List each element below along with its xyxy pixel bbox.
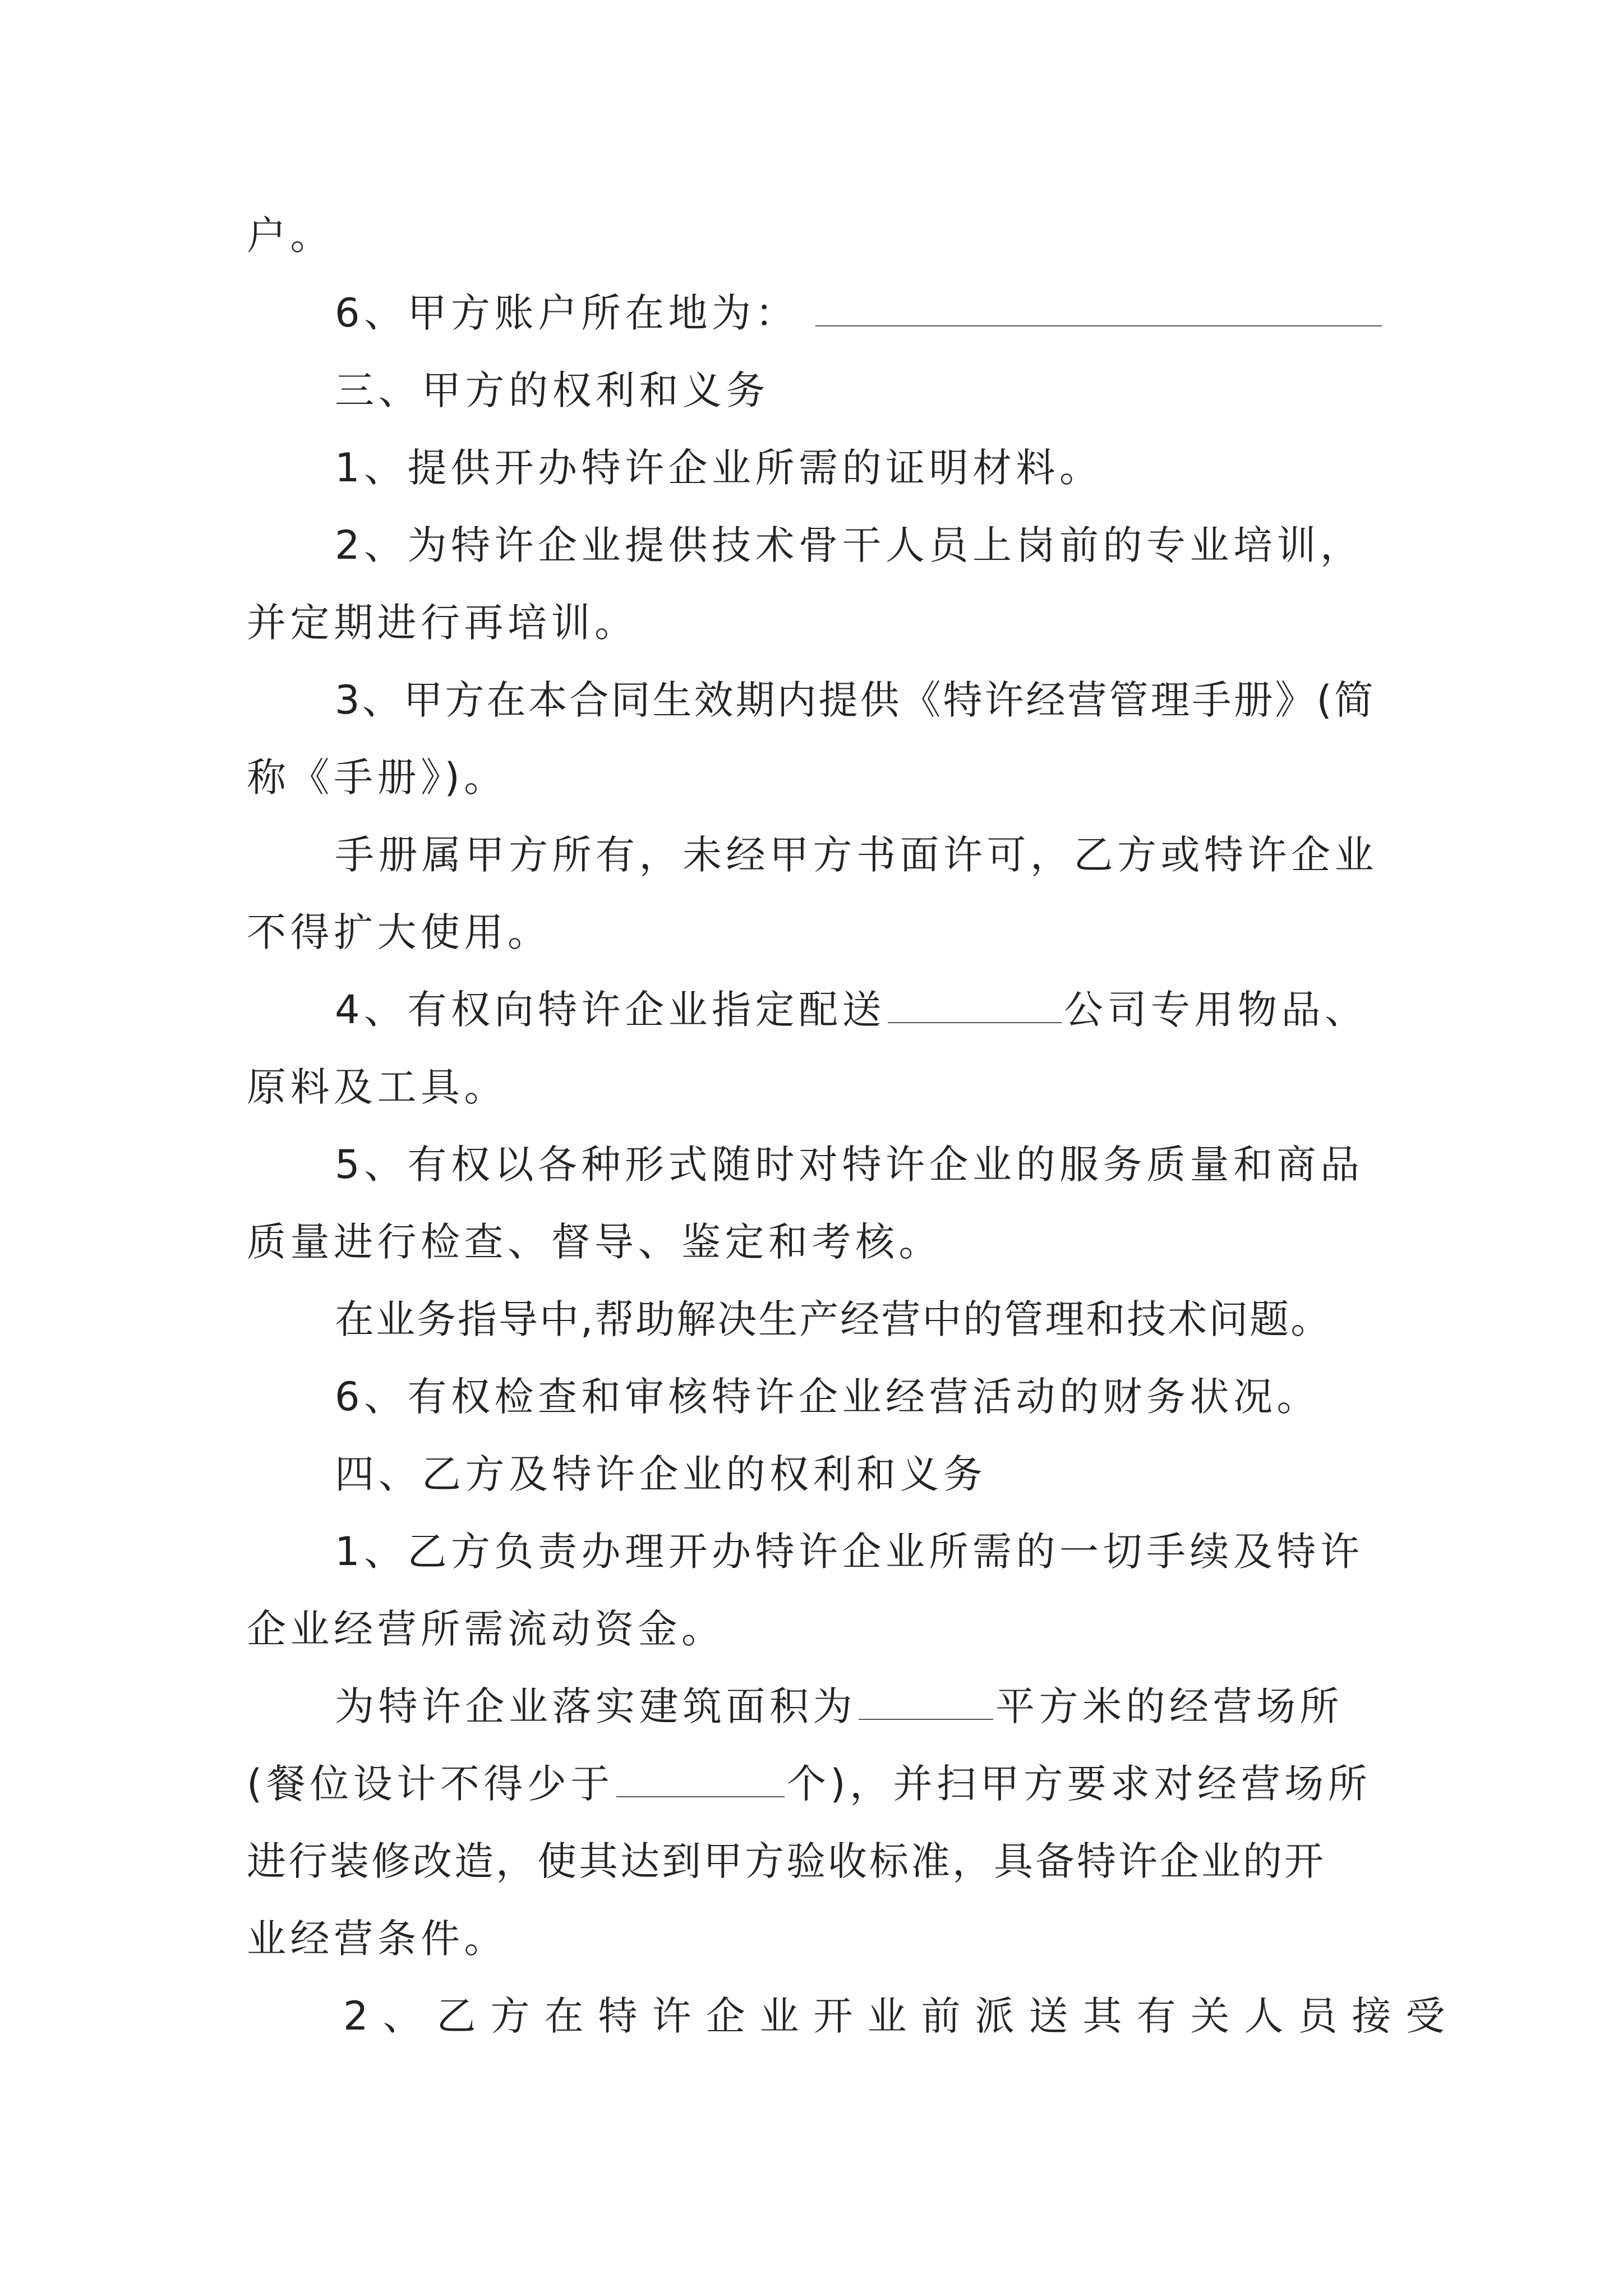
section-heading (335, 1447, 1400, 1501)
text-line (335, 828, 1400, 882)
text-line-content: (餐位设计不得少于 (247, 1761, 614, 1807)
text-line (335, 518, 1400, 572)
text-line-content: 在业务指导中,帮助解决生产经营中的管理和技术问题。 (335, 1296, 1332, 1342)
text-line (247, 905, 1396, 959)
text-line-content: 原料及工具。 (247, 1064, 508, 1110)
text-line-content: 并定期进行再培训。 (247, 600, 638, 646)
text-line (335, 1292, 1400, 1346)
text-line-content: 平方米的经营场所 (995, 1683, 1343, 1729)
text-line-content: 3、甲方在本合同生效期内提供《特许经营管理手册》(简 (335, 677, 1376, 723)
text-line-content: 企业经营所需流动资金。 (247, 1606, 725, 1652)
text-line-content: 三、甲方的权利和义务 (335, 367, 769, 413)
text-line-content: 6、有权检查和审核特许企业经营活动的财务状况。 (335, 1374, 1321, 1420)
text-line (247, 1757, 1396, 1811)
fill-in-blank (815, 286, 1382, 326)
text-line (335, 983, 1400, 1037)
text-line-content: 公司专用物品、 (1064, 987, 1368, 1033)
text-line-content: 户。 (247, 213, 334, 259)
text-line-content: 质量进行检查、督导、鉴定和考核。 (247, 1219, 942, 1265)
text-line (335, 1525, 1400, 1579)
text-line (335, 1138, 1400, 1191)
text-line (335, 673, 1400, 727)
fill-in-blank (888, 983, 1062, 1023)
text-line-content: 2、为特许企业提供技术骨干人员上岗前的专业培训， (335, 522, 1364, 568)
text-line (343, 1989, 1460, 2043)
text-line-content: 1、提供开办特许企业所需的证明材料。 (335, 445, 1103, 491)
text-line (335, 441, 1400, 495)
text-line (247, 1060, 1396, 1114)
text-line (247, 596, 1396, 650)
text-line-content: 6、甲方账户所在地为： (335, 290, 799, 336)
text-line-content: 进行装修改造，使其达到甲方验收标准，具备特许企业的开 (247, 1838, 1326, 1884)
text-line (247, 209, 1396, 263)
text-line-content: 称《手册》)。 (247, 754, 508, 800)
text-line-content: 1、乙方负责办理开办特许企业所需的一切手续及特许 (335, 1529, 1364, 1575)
text-line (335, 286, 1400, 340)
text-line-content: 业经营条件。 (247, 1916, 508, 1962)
text-line (247, 1215, 1396, 1269)
text-line (335, 1680, 1400, 1733)
text-line-content: 4、有权向特许企业指定配送 (335, 987, 886, 1033)
text-line (247, 1602, 1396, 1656)
text-line-content: 2、乙方在特许企业开业前派送其有关人员接受 (343, 1993, 1460, 2039)
text-line-content: 手册属甲方所有，未经甲方书面许可，乙方或特许企业 (335, 832, 1378, 878)
section-heading (335, 364, 1400, 417)
text-line-content: 为特许企业落实建筑面积为 (335, 1683, 856, 1729)
text-line (335, 1370, 1400, 1424)
text-line-content: 个)，并扫甲方要求对经营场所 (786, 1761, 1372, 1807)
text-line-content: 5、有权以各种形式随时对特许企业的服务质量和商品 (335, 1142, 1364, 1188)
fill-in-blank (616, 1757, 785, 1797)
text-line (247, 1912, 1396, 1966)
text-line-content: 四、乙方及特许企业的权利和义务 (335, 1451, 987, 1497)
text-line (247, 1834, 1396, 1888)
fill-in-blank (859, 1680, 993, 1720)
text-line (247, 751, 1396, 804)
text-line-content: 不得扩大使用。 (247, 909, 551, 955)
